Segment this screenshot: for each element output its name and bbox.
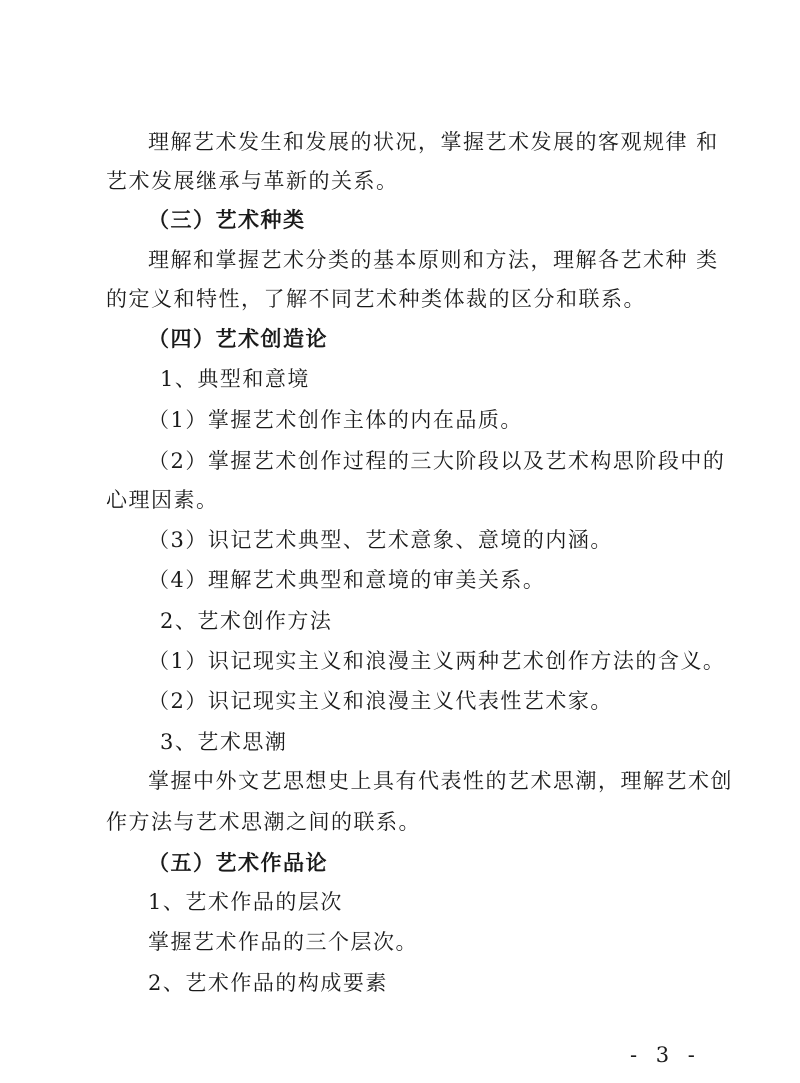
paragraph-line: 的定义和特性，了解不同艺术种类体裁的区分和联系。 [106,287,646,311]
page-number: - 3 - [630,1043,701,1067]
list-item: （2）掌握艺术创作过程的三大阶段以及艺术构思阶段中的 [148,449,726,473]
list-item: （4）理解艺术典型和意境的审美关系。 [148,568,546,592]
paragraph-line: 作方法与艺术思潮之间的联系。 [106,810,421,834]
subsection-heading: 2、艺术作品的构成要素 [148,971,388,995]
paragraph-line: 掌握中外文艺思想史上具有代表性的艺术思潮，理解艺术创 [148,769,733,793]
paragraph-line: 掌握艺术作品的三个层次。 [148,930,418,954]
list-item: （3）识记艺术典型、艺术意象、意境的内涵。 [148,528,613,552]
subsection-heading: 1、典型和意境 [160,367,310,391]
list-item: （2）识记现实主义和浪漫主义代表性艺术家。 [148,689,613,713]
paragraph-line: 理解艺术发生和发展的状况，掌握艺术发展的客观规律 和 [148,130,719,154]
section-heading: （三）艺术种类 [148,207,306,232]
paragraph-line: 理解和掌握艺术分类的基本原则和方法，理解各艺术种 类 [148,248,719,272]
list-item: （1）掌握艺术创作主体的内在品质。 [148,408,523,432]
subsection-heading: 2、艺术创作方法 [160,609,333,633]
subsection-heading: 1、艺术作品的层次 [148,890,343,914]
paragraph-line: 艺术发展继承与革新的关系。 [106,169,399,193]
paragraph-line: 心理因素。 [106,488,219,512]
section-heading: （四）艺术创造论 [148,326,328,351]
list-item: （1）识记现实主义和浪漫主义两种艺术创作方法的含义。 [148,649,726,673]
subsection-heading: 3、艺术思潮 [160,730,288,754]
section-heading: （五）艺术作品论 [148,850,328,875]
